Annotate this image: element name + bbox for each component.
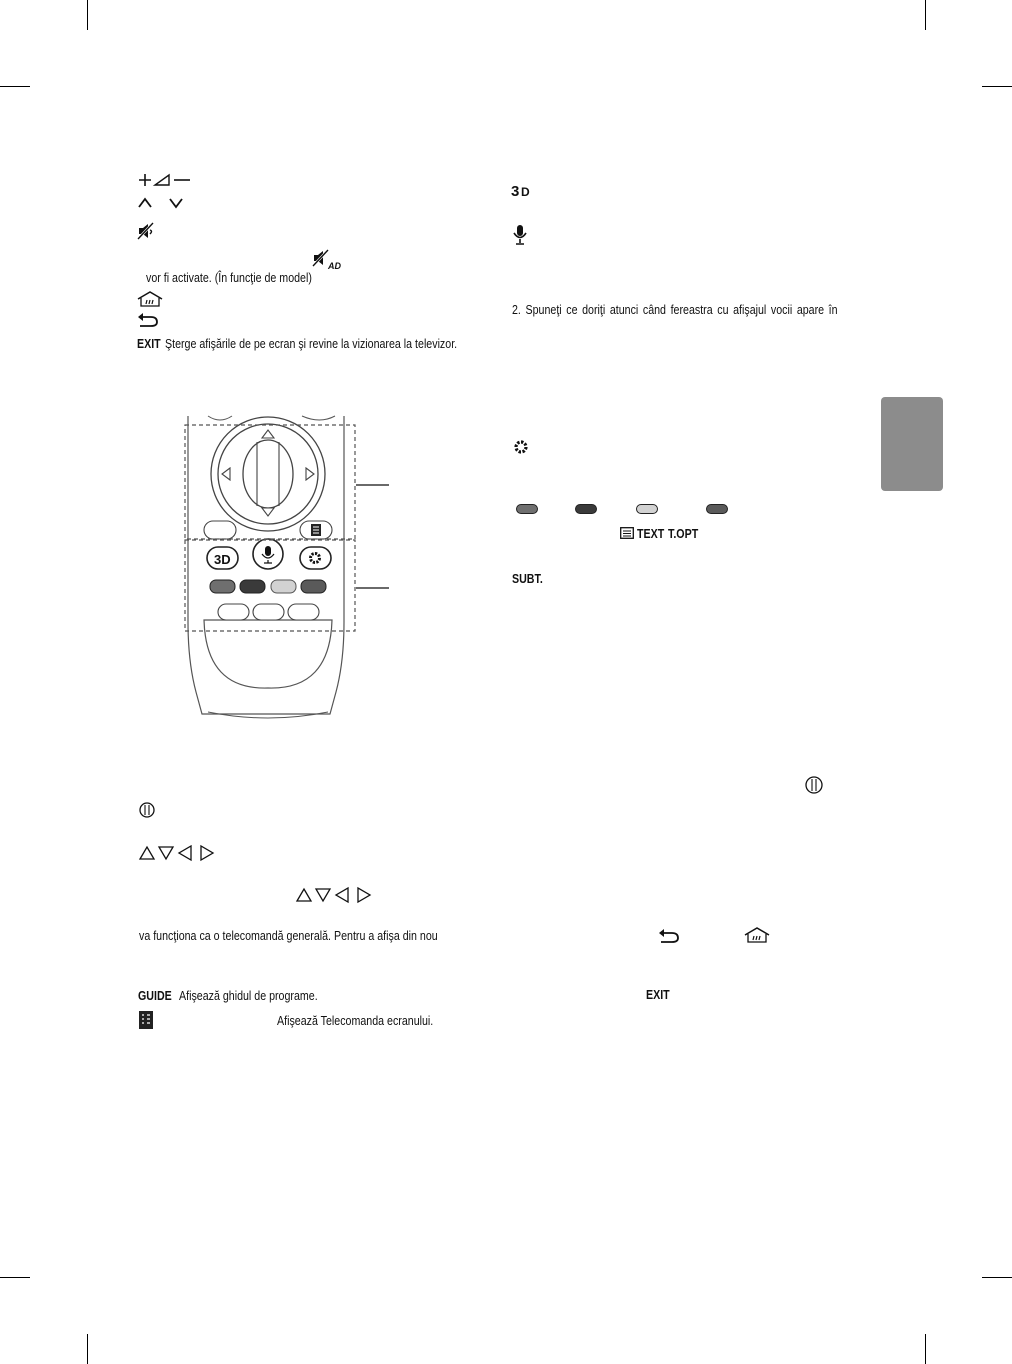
- remote-control-figure: [180, 412, 400, 722]
- subt-label: SUBT.: [512, 571, 543, 586]
- back-icon: [658, 928, 680, 944]
- screen-remote-icon: [139, 1011, 153, 1029]
- exit-label-right: EXIT: [646, 987, 670, 1002]
- screen-remote-description: Afişează Telecomanda ecranului.: [277, 1013, 434, 1028]
- blue-button-icon: [706, 504, 728, 514]
- wheel-icon: [139, 802, 155, 818]
- mute-icon: [137, 222, 155, 240]
- voice-step-line: 2. Spuneţi ce doriţi atunci când fereastra cu afişajul vocii apare în: [512, 302, 838, 317]
- guide-description: Afişează ghidul de programe.: [179, 988, 318, 1003]
- microphone-icon: [512, 224, 528, 246]
- svg-text:AD: AD: [328, 261, 341, 271]
- exit-label: EXIT: [137, 336, 161, 351]
- channel-up-down-icon: [138, 196, 186, 210]
- mute-description-line: vor fi activate. (În funcţie de model): [146, 270, 312, 285]
- 3d-icon: [511, 182, 535, 198]
- language-tab: [881, 397, 943, 491]
- back-icon: [137, 312, 159, 328]
- audio-description-icon: [312, 249, 342, 271]
- crop-mark: [0, 86, 30, 87]
- home-icon: [744, 927, 770, 943]
- svg-text:3D: 3D: [214, 552, 231, 567]
- arrow-keys-icon: [139, 845, 215, 861]
- arrow-keys-icon: [296, 887, 372, 903]
- svg-text:3: 3: [511, 183, 520, 200]
- crop-mark: [925, 1334, 926, 1364]
- teletext-icon: [620, 527, 634, 539]
- topt-label: T.OPT: [668, 526, 699, 541]
- crop-mark: [982, 1277, 1012, 1278]
- yellow-button-icon: [636, 504, 658, 514]
- exit-description: Şterge afişările de pe ecran şi revine la vizionarea la televizor.: [165, 336, 458, 351]
- wheel-icon: [805, 776, 823, 794]
- crop-mark: [87, 0, 88, 30]
- volume-icon: [138, 172, 192, 188]
- home-icon: [137, 291, 163, 307]
- crop-mark: [982, 86, 1012, 87]
- general-remote-line: va funcţiona ca o telecomandă generală. Pentru a afişa din nou: [139, 928, 438, 943]
- red-button-icon: [516, 504, 538, 514]
- crop-mark: [0, 1277, 30, 1278]
- svg-text:D: D: [521, 185, 530, 199]
- green-button-icon: [575, 504, 597, 514]
- guide-label: GUIDE: [138, 988, 172, 1003]
- crop-mark: [925, 0, 926, 30]
- settings-icon: [512, 438, 530, 456]
- text-label: TEXT: [637, 526, 665, 541]
- crop-mark: [87, 1334, 88, 1364]
